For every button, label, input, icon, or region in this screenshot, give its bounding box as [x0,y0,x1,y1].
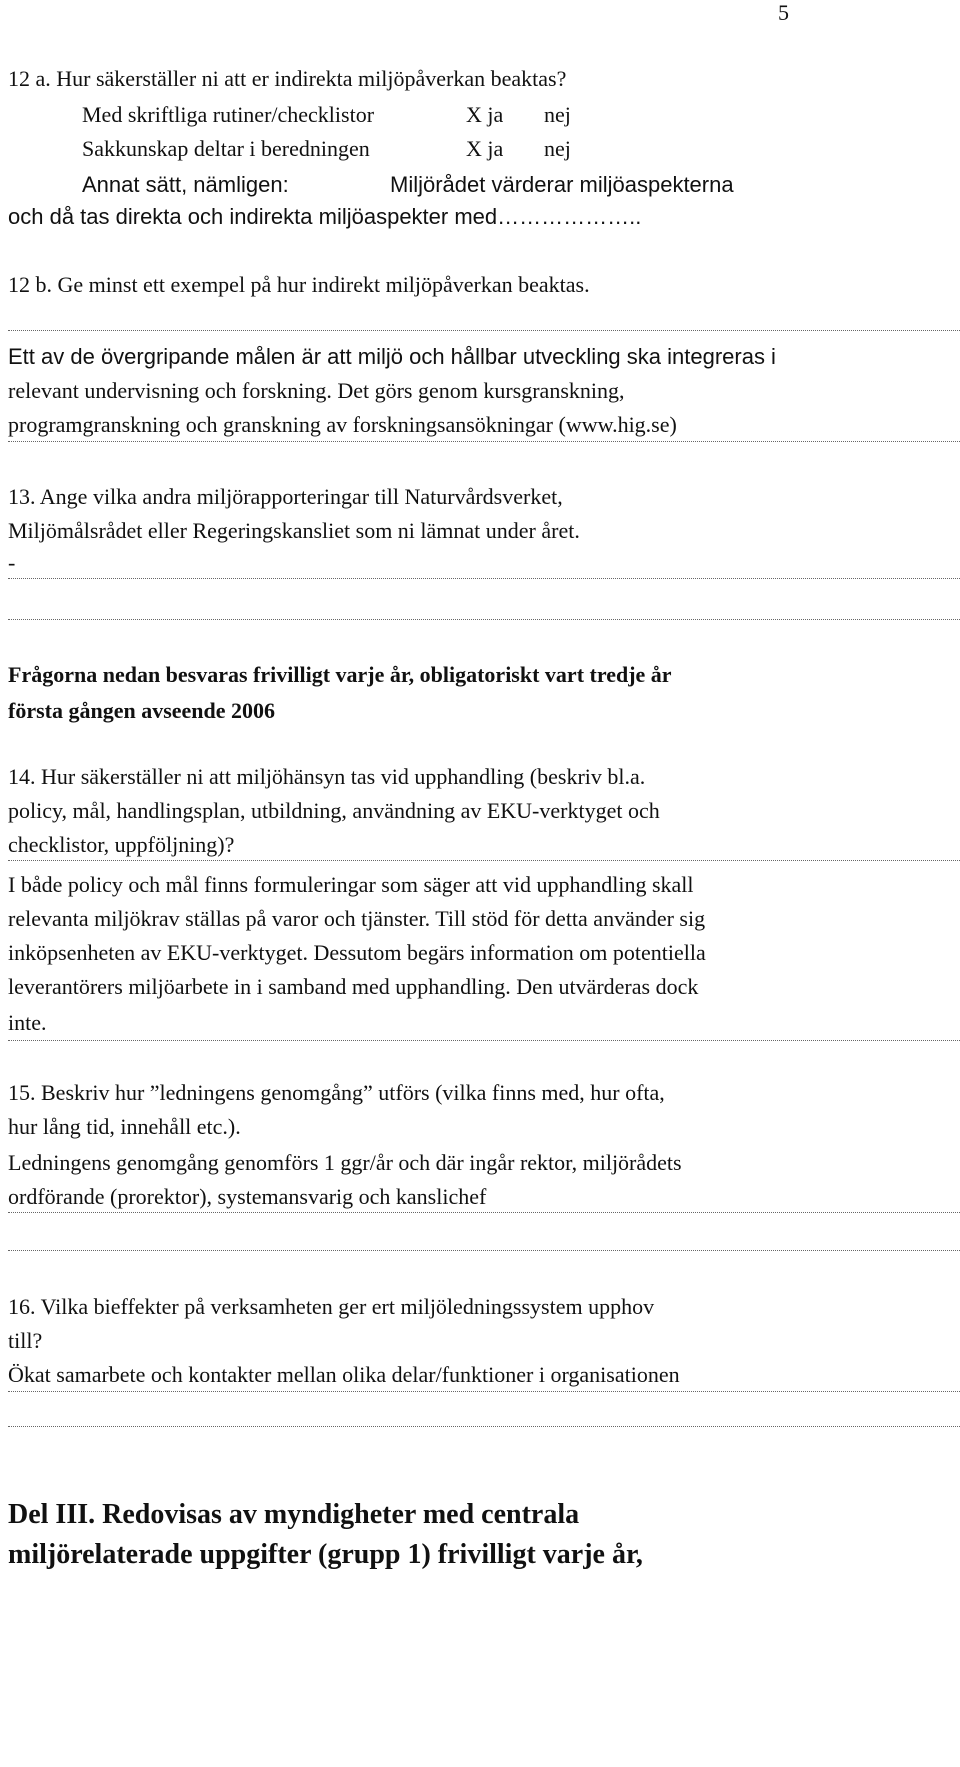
dotted-rule [8,1212,960,1213]
q12a-row2-yes: X ja [466,136,504,161]
voluntary-notice-line: Frågorna nedan besvaras frivilligt varje år, obligatoriskt vart tredje år [8,662,672,687]
dotted-rule [8,1391,960,1392]
section-3-heading-line: Del III. Redovisas av myndigheter med centrala [8,1499,580,1530]
question-13-line: 13. Ange vilka andra miljörapporteringar till Naturvårdsverket, [8,484,563,509]
question-14-line: 14. Hur säkerställer ni att miljöhänsyn tas vid upphandling (beskriv bl.a. [8,764,646,789]
q12a-row3-label: Annat sätt, nämligen: [82,172,289,197]
dotted-rule [8,860,960,861]
question-12b-title: 12 b. Ge minst ett exempel på hur indirekt miljöpåverkan beaktas. [8,272,590,297]
q12b-answer-line: programgranskning och granskning av forskningsansökningar (www.hig.se) [8,412,677,437]
q14-answer-line: relevanta miljökrav ställas på varor och tjänster. Till stöd för detta använder sig [8,906,706,931]
question-14-line: checklistor, uppföljning)? [8,832,235,857]
question-16-line: 16. Vilka bieffekter på verksamheten ger ert miljöledningssystem upphov [8,1294,655,1319]
question-14-line: policy, mål, handlingsplan, utbildning, användning av EKU-verktyget och [8,798,660,823]
q12a-row1-yes: X ja [466,102,504,127]
section-3-heading-line: miljörelaterade uppgifter (grupp 1) frivilligt varje år, [8,1539,643,1570]
dotted-rule [8,1250,960,1251]
q16-answer: Ökat samarbete och kontakter mellan olika delar/funktioner i organisationen [8,1362,680,1387]
q12a-row2-label: Sakkunskap deltar i beredningen [82,136,370,161]
q12a-row1-label: Med skriftliga rutiner/checklistor [82,102,375,127]
q14-answer-line: inte. [8,1010,47,1035]
question-15-line: 15. Beskriv hur ”ledningens genomgång” utförs (vilka finns med, hur ofta, [8,1080,665,1105]
q12a-row1-no: nej [544,102,571,127]
q12a-continuation: och då tas direkta och indirekta miljöaspekter med……………….. [8,204,642,229]
dotted-rule [8,441,960,442]
page-number: 5 [778,0,789,25]
q15-answer-line: Ledningens genomgång genomförs 1 ggr/år och där ingår rektor, miljörådets [8,1150,682,1175]
q14-answer-line: I både policy och mål finns formuleringar som säger att vid upphandling skall [8,872,694,897]
voluntary-notice-line: första gången avseende 2006 [8,698,276,723]
q12a-row2-no: nej [544,136,571,161]
q12b-answer-line: Ett av de övergripande målen är att miljö och hållbar utveckling ska integreras i [8,344,776,369]
dotted-rule [8,578,960,579]
q12b-answer-line: relevant undervisning och forskning. Det görs genom kursgranskning, [8,378,625,403]
q15-answer-line: ordförande (prorektor), systemansvarig och kanslichef [8,1184,487,1209]
question-16-line: till? [8,1328,43,1353]
dotted-rule [8,330,960,331]
dotted-rule [8,1040,960,1041]
q13-answer: - [8,550,16,575]
question-12a-title: 12 a. Hur säkerställer ni att er indirekta miljöpåverkan beaktas? [8,66,567,91]
q12a-row3-value: Miljörådet värderar miljöaspekterna [390,172,734,197]
question-15-line: hur lång tid, innehåll etc.). [8,1114,241,1139]
question-13-line: Miljömålsrådet eller Regeringskansliet som ni lämnat under året. [8,518,580,543]
q14-answer-line: leverantörers miljöarbete in i samband med upphandling. Den utvärderas dock [8,974,699,999]
dotted-rule [8,619,960,620]
q14-answer-line: inköpsenheten av EKU-verktyget. Dessutom begärs information om potentiella [8,940,706,965]
dotted-rule [8,1426,960,1427]
